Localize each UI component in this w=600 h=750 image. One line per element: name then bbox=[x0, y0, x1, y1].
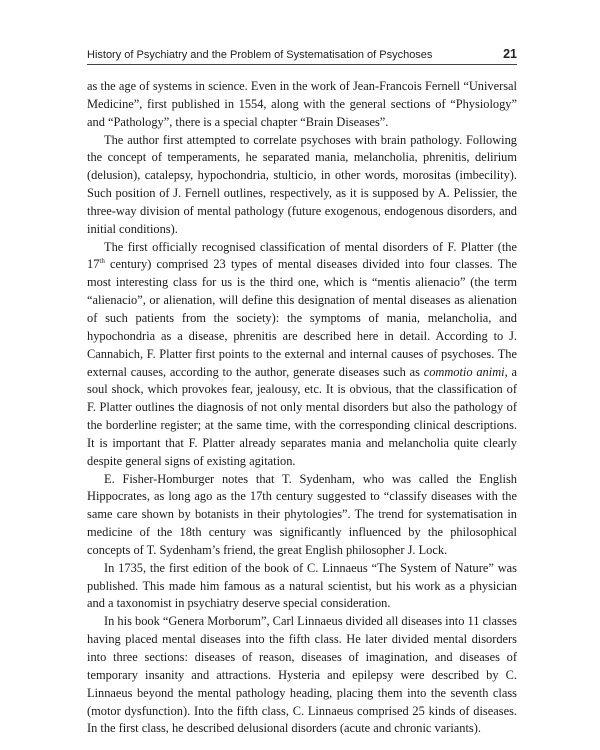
latin-term: commotio animi bbox=[423, 364, 505, 379]
paragraph: In 1735, the first edition of the book of C. Linnaeus “The System of Nature” was published. This made him famous as a natural scientist, but his work as a physician and a taxonomist in psychiatry deserve special consideration. bbox=[87, 560, 517, 611]
paragraph: E. Fisher-Homburger notes that T. Sydenham, who was called the English Hippocrates, as long ago as the 17th century suggested to “classify diseases with the same care shown by botanists in their phytologies”. The trend for systematisation in medicine of the 18th century was significantly influenced by the philosophical concepts of T. Sydenham’s friend, the great English philosopher J. Lock. bbox=[87, 471, 517, 557]
superscript: th bbox=[99, 257, 105, 266]
paragraph: In his book “Genera Morborum”, Carl Linnaeus divided all diseases into 11 classes having placed mental diseases into the fifth class. He later divided mental disorders into three sections: diseases of reason, diseases of imagination, and diseases of temporary insanity and attractions. Hysteria and epilepsy were described by C. Linnaeus beyond the mental pathology heading, placing them into the seventh class (motor dysfunction). Into the fifth class, C. Linnaeus comprised 25 kinds of diseases. In the first class, he described delusional disorders (acute and chronic variants). bbox=[87, 614, 517, 736]
paragraph bbox=[87, 239, 517, 471]
paragraph: as the age of systems in science. Even in the work of Jean-Francois Fernell “Universal Medicine”, first published in 1554, along with the general sections of “Physiology” and “Pathology”, there is a special chapter “Brain Diseases”. bbox=[87, 79, 517, 129]
paragraph-text: , a soul shock, which provokes fear, jealousy, etc. It is obvious, that the classification of F. Platter outlines the diagnosis of not only mental disorders but also the pathology of the borderline register; at the same time, with the corresponding clinical descriptions. It is important that F. Platter already separates mania and melancholia quite clearly despite general signs of existing agitation. bbox=[87, 364, 517, 468]
page-number: 21 bbox=[503, 47, 517, 61]
header-rule bbox=[87, 64, 517, 65]
paragraph-text: century) comprised 23 types of mental diseases divided into four classes. The most interesting class for us is the third one, which is “mentis alienacio” (the term “alienacio”, or alienation, will define this designation of mental diseases as alienation of such patients from the society): the symptoms of mania, melancholia, and hypochondria as a disease, phrenitis are described here in detail. According to J. Cannabich, F. Platter first points to the external and internal causes of psychoses. The external causes, according to the author, generate diseases such as bbox=[87, 257, 517, 379]
running-title: History of Psychiatry and the Problem of Systematisation of Psychoses bbox=[87, 49, 433, 61]
paragraph: The author first attempted to correlate psychoses with brain pathology. Following the concept of temperaments, he separated mania, melancholia, phrenitis, delirium (delusion), catalepsy, hypochondria, stulticio, in other words, morositas (imbecility). Such position of J. Fernell outlines, respectively, as it is supposed by A. Pelissier, the three-way division of mental pathology (future exogenous, endogenous disorders, and initial conditions). bbox=[87, 132, 517, 236]
body-text bbox=[87, 78, 517, 738]
paragraph-text: The first officially recognised classification of mental disorders of F. Platter (the 17 bbox=[87, 239, 517, 272]
running-header bbox=[87, 47, 517, 61]
